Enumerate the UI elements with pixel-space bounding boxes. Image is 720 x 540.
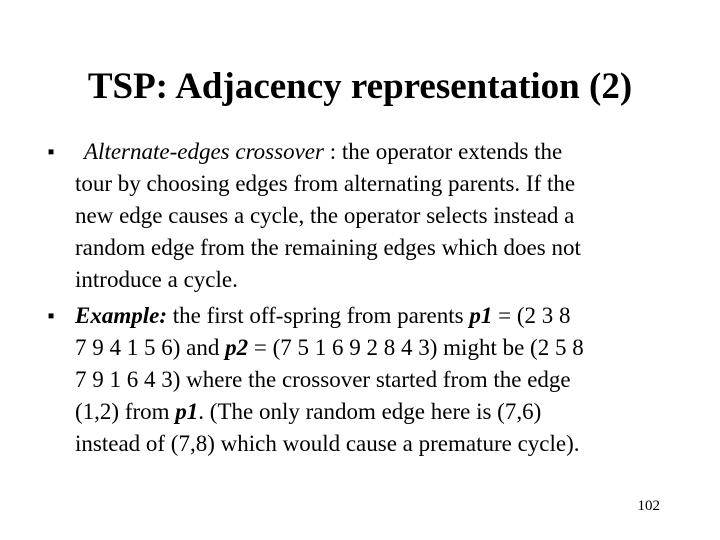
- term-alternate-edges-crossover: Alternate-edges crossover: [84, 139, 324, 164]
- term-p2: p2: [225, 335, 249, 360]
- bullet-line: [75, 168, 575, 200]
- text-run: : the operator extends the: [323, 139, 563, 164]
- text-run: new edge causes a cycle, the operator selects instead a: [75, 203, 575, 228]
- term-p1: p1: [175, 399, 199, 424]
- bullet-line: [84, 136, 562, 168]
- bullet-line: [75, 300, 570, 332]
- text-run: = (2 3 8: [492, 303, 571, 328]
- text-run: introduce a cycle.: [75, 267, 238, 292]
- slide-title: TSP: Adjacency representation (2): [87, 66, 633, 107]
- text-run: . (The only random edge here is (7,6): [198, 399, 542, 424]
- bullet-line: [75, 264, 238, 296]
- bullet-line: [75, 232, 581, 264]
- bullet-line: [75, 396, 541, 428]
- term-p1: p1: [469, 303, 493, 328]
- page-number: 102: [637, 498, 660, 514]
- bullet-line: [75, 332, 584, 364]
- bullet-line: [75, 200, 574, 232]
- bullet-line: [75, 364, 571, 396]
- text-run: the first off-spring from parents: [167, 303, 470, 328]
- text-run: 7 9 1 6 4 3) where the crossover started from the edge: [75, 367, 571, 392]
- text-run: random edge from the remaining edges which does not: [75, 235, 581, 260]
- bullet-line: [75, 428, 580, 460]
- text-run: instead of (7,8) which would cause a premature cycle).: [75, 431, 580, 456]
- bullet-square-icon: ▪: [47, 141, 55, 163]
- text-run: tour by choosing edges from alternating parents. If the: [75, 171, 576, 196]
- text-run: = (7 5 1 6 9 2 8 4 3) might be (2 5 8: [248, 335, 584, 360]
- bullet-square-icon: ▪: [47, 305, 55, 327]
- text-run: (1,2) from: [75, 399, 176, 424]
- term-example: Example:: [75, 303, 167, 328]
- text-run: 7 9 4 1 5 6) and: [75, 335, 226, 360]
